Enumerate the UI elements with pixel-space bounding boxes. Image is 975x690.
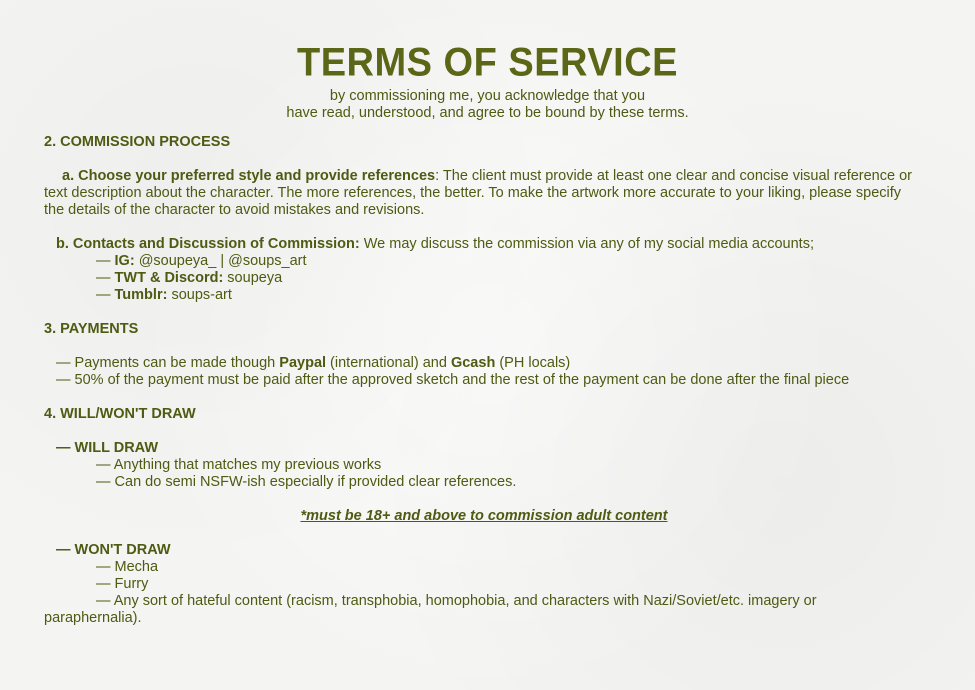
section-2b-label: b. Contacts and Discussion of Commission: bbox=[56, 236, 360, 252]
payment-terms: — 50% of the payment must be paid after the approved sketch and the rest of the payment can be done after the final piece bbox=[56, 372, 850, 388]
subtitle-line-1: by commissioning me, you acknowledge that you bbox=[329, 88, 646, 104]
subtitle bbox=[0, 88, 975, 122]
subtitle-line-2: have read, understood, and agree to be bound by these terms. bbox=[286, 105, 689, 121]
wont-draw-item: — Mecha bbox=[96, 559, 159, 575]
paypal-label: Paypal bbox=[279, 355, 327, 371]
wont-draw-item: — Furry bbox=[96, 576, 149, 592]
section-4-heading: 4. WILL/WON'T DRAW bbox=[44, 406, 196, 422]
section-2a-label: a. Choose your preferred style and provide references bbox=[62, 168, 436, 184]
terms-body bbox=[44, 134, 914, 627]
wont-draw-item-hateful: — Any sort of hateful content (racism, transphobia, homophobia, and characters with Nazi/Soviet/etc. imagery or paraphernalia). bbox=[44, 593, 817, 626]
adult-content-note: *must be 18+ and above to commission adult content bbox=[300, 508, 668, 524]
wont-draw-heading: — WON'T DRAW bbox=[56, 542, 171, 558]
contact-tumblr: — Tumblr: soups-art bbox=[96, 287, 232, 303]
section-3-heading: 3. PAYMENTS bbox=[44, 321, 139, 337]
contact-twt-discord: — TWT & Discord: soupeya bbox=[96, 270, 283, 286]
will-draw-item: — Anything that matches my previous works bbox=[96, 457, 382, 473]
gcash-label: Gcash bbox=[450, 355, 496, 371]
section-2a-text: : The client must provide at least one clear and concise visual reference or text description about the character. The more references, the better. To make the artwork more accurate to your liking, please specify the details of the character to avoid mistakes and revisions. bbox=[44, 168, 912, 218]
section-2b-paragraph bbox=[44, 236, 914, 253]
payment-methods: — Payments can be made though Paypal (international) and Gcash (PH locals) bbox=[56, 355, 571, 371]
section-2a-paragraph bbox=[44, 168, 914, 219]
section-2b-text: We may discuss the commission via any of my social media accounts; bbox=[359, 236, 814, 252]
page-title: TERMS OF SERVICE bbox=[296, 40, 679, 86]
section-2-heading: 2. COMMISSION PROCESS bbox=[44, 134, 231, 150]
will-draw-item: — Can do semi NSFW-ish especially if provided clear references. bbox=[96, 474, 517, 490]
will-draw-heading: — WILL DRAW bbox=[56, 440, 159, 456]
contact-ig: — IG: @soupeya_ | @soups_art bbox=[96, 253, 307, 269]
